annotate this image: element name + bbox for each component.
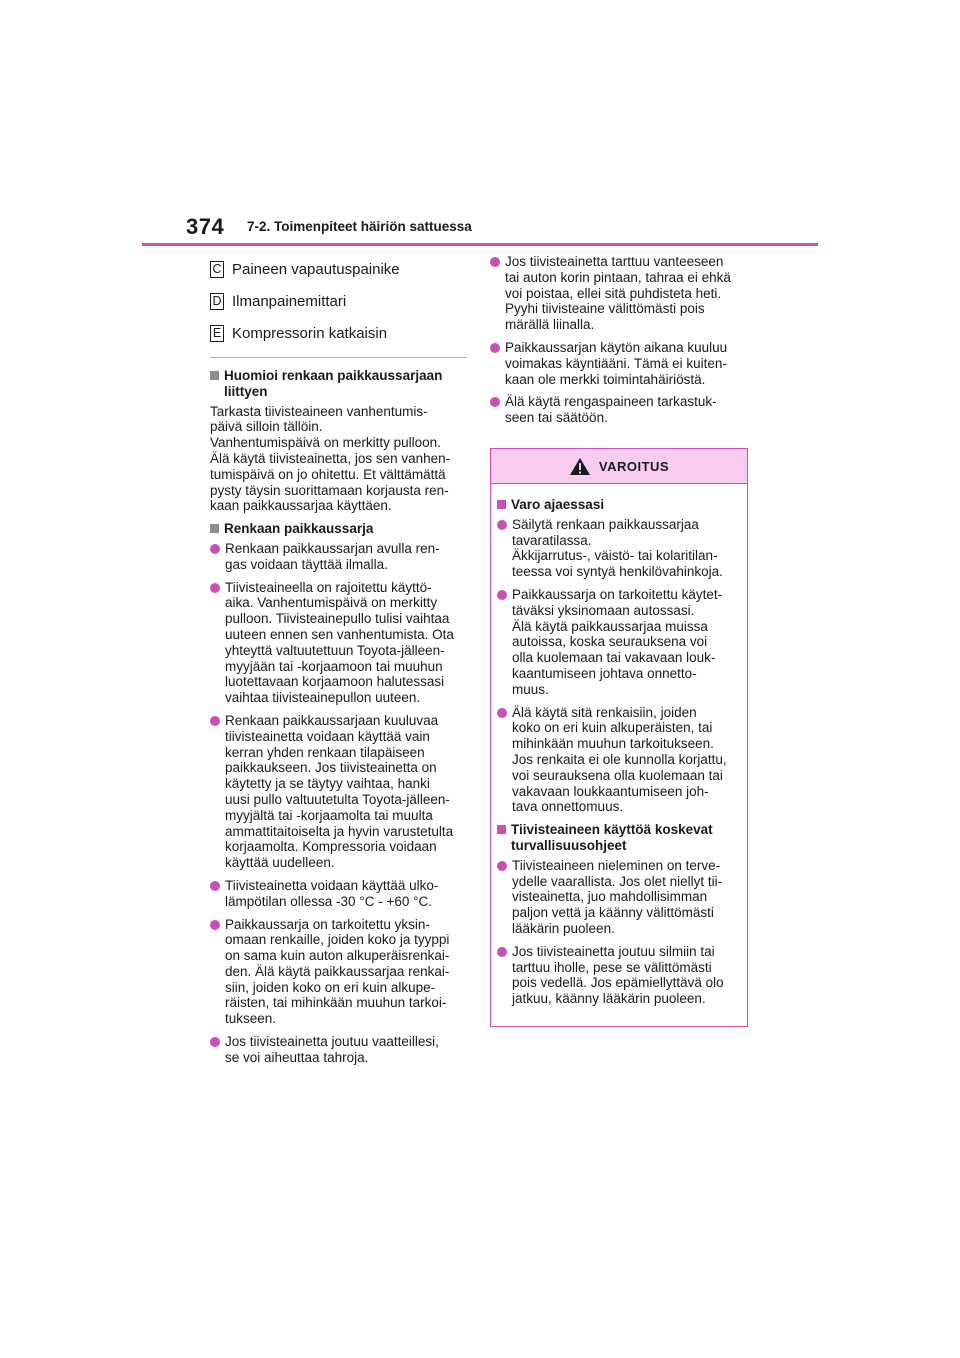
section-heading: Renkaan paikkaussarja	[210, 521, 467, 537]
list-item: Tiivisteaineella on rajoitettu käyttö- aika. Vanhentumispäivä on merkitty pulloon. Tiivisteainepullo tulisi vaihtaa uuteen ennen sen vanhentumista. Ota yhteyttä valtuutettuun Toyota-jälleen- myyjään tai -korjaamoon tai muuhun luotettavaan korjaamoon halutessasi vaihtaa tiivisteainepullon uuteen.	[210, 580, 467, 706]
bullet-dot-icon	[210, 1037, 220, 1047]
legend-item-d	[210, 292, 467, 311]
bullet-dot-icon	[497, 590, 507, 600]
bullet-dot-icon	[497, 861, 507, 871]
list-item: Älä käytä sitä renkaisiin, joiden koko on eri kuin alkuperäisten, tai mihinkään muuhun tarkoitukseen. Jos renkaita ei ole kunnolla korjattu, voi seurauksena olla kuolemaan tai vakavaan loukkaantumiseen joh- tava onnettomuus.	[497, 705, 741, 816]
bullet-dot-icon	[490, 257, 500, 267]
separator	[210, 357, 467, 358]
warning-heading: Varo ajaessasi	[497, 497, 741, 513]
list-item: Älä käytä rengaspaineen tarkastuk- seen tai säätöön.	[490, 394, 748, 426]
list-item: Renkaan paikkaussarjan avulla ren- gas voidaan täyttää ilmalla.	[210, 541, 467, 573]
bullet-dot-icon	[490, 343, 500, 353]
warning-triangle-icon	[569, 457, 591, 476]
paragraph: Tarkasta tiivisteaineen vanhentumis- päivä silloin tällöin. Vanhentumispäivä on merkitty pulloon. Älä käytä tiivisteainetta, jos sen vanhen- tumispäivä on jo ohitettu. Et välttämättä pysty täysin suorittamaan korjausta ren- kaan paikkaussarjaa käyttäen.	[210, 403, 451, 514]
legend-letter: E	[210, 325, 224, 342]
header-rule	[142, 243, 818, 246]
bullet-dot-icon	[210, 881, 220, 891]
bullet-dot-icon	[210, 920, 220, 930]
bullet-dot-icon	[497, 947, 507, 957]
legend-label: Paineen vapautuspainike	[232, 261, 400, 278]
list-item: Jos tiivisteainetta tarttuu vanteeseen tai auton korin pintaan, tahraa ei ehkä voi poistaa, ellei sitä puhdisteta heti. Pyyhi tiivisteaine välittömästi pois märällä liinalla.	[490, 254, 748, 333]
list-item: Säilytä renkaan paikkaussarjaa tavaratilassa. Äkkijarrutus-, väistö- tai kolaritilan- teessa voi syntyä henkilövahinkoja.	[497, 517, 741, 580]
warning-box	[490, 448, 748, 1027]
left-column	[210, 258, 467, 1073]
right-column	[490, 254, 748, 433]
square-bullet-icon	[497, 825, 506, 834]
section-title: 7-2. Toimenpiteet häiriön sattuessa	[247, 219, 472, 234]
legend-item-e	[210, 324, 467, 343]
list-item: Tiivisteaineen nieleminen on terve- ydelle vaarallista. Jos olet niellyt tii- visteainetta, juo mahdollisimman paljon vettä ja käänny välittömästi lääkärin puoleen.	[497, 858, 741, 937]
bullet-dot-icon	[210, 583, 220, 593]
warning-header	[491, 449, 747, 484]
bullet-dot-icon	[497, 708, 507, 718]
square-bullet-icon	[497, 500, 506, 509]
legend-letter: C	[210, 261, 224, 278]
warning-body	[491, 484, 747, 1020]
list-item: Tiivisteainetta voidaan käyttää ulko- lämpötilan ollessa -30 °C - +60 °C.	[210, 878, 467, 910]
list-item: Paikkaussarja on tarkoitettu yksin- omaan renkaille, joiden koko ja tyyppi on sama kuin auton alkuperäisrenkai- den. Älä käytä paikkaussarjaa renkai- siin, joiden koko on eri kuin alkupe- räisten, tai mihinkään muuhun tarkoi- tukseen.	[210, 917, 467, 1028]
section-heading: Huomioi renkaan paikkaussarjaan liittyen	[210, 368, 467, 400]
page-number: 374	[186, 214, 225, 239]
legend-label: Ilmanpainemittari	[232, 293, 347, 310]
bullet-dot-icon	[497, 520, 507, 530]
warning-heading: Tiivisteaineen käyttöä koskevat turvallisuusohjeet	[497, 822, 741, 854]
list-item: Paikkaussarjan käytön aikana kuuluu voimakas käyntiääni. Tämä ei kuiten- kaan ole merkki toimintahäiriöstä.	[490, 340, 748, 387]
square-bullet-icon	[210, 371, 219, 380]
bullet-dot-icon	[490, 397, 500, 407]
legend-label: Kompressorin katkaisin	[232, 325, 388, 342]
list-item: Jos tiivisteainetta joutuu vaatteillesi, se voi aiheuttaa tahroja.	[210, 1034, 467, 1066]
square-bullet-icon	[210, 524, 219, 533]
legend-item-c	[210, 260, 467, 279]
list-item: Renkaan paikkaussarjaan kuuluvaa tiivisteainetta voidaan käyttää vain kerran yhden renkaan tilapäiseen paikkaukseen. Jos tiivisteainetta on käytetty ja se täytyy vaihtaa, hanki uusi pullo valtuutetulta Toyota-jälleen- myyjältä tai -korjaamolta tai muulta ammattitaitoiselta ja hyvin varustetulta korjaamolta. Kompressoria voidaan käyttää uudelleen.	[210, 713, 467, 871]
list-item: Paikkaussarja on tarkoitettu käytet- täväksi yksinomaan autossasi. Älä käytä paikkaussarjaa muissa autoissa, koska seurauksena voi olla kuolemaan tai vakavaan louk- kaantumiseen johtava onnetto- muus.	[497, 587, 741, 698]
bullet-dot-icon	[210, 716, 220, 726]
legend-letter: D	[210, 293, 224, 310]
bullet-dot-icon	[210, 544, 220, 554]
list-item: Jos tiivisteainetta joutuu silmiin tai tarttuu iholle, pese se välittömästi pois vedellä. Jos epämiellyttävä olo jatkuu, käänny lääkärin puoleen.	[497, 944, 741, 1007]
warning-title: VAROITUS	[598, 458, 670, 474]
